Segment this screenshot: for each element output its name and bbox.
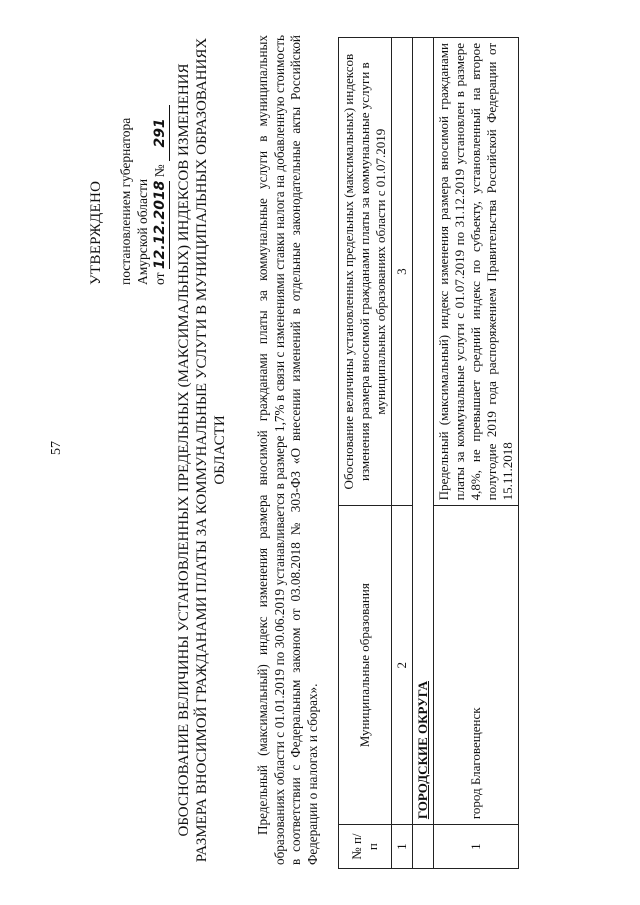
section-row — [413, 38, 434, 869]
document-title: ОБОСНОВАНИЕ ВЕЛИЧИНЫ УСТАНОВЛЕННЫХ ПРЕДЕЛЬНЫХ (МАКСИМАЛЬНЫХ) ИНДЕКСОВ ИЗМЕНЕНИЯ РАЗМЕРА ВНОСИМОЙ ГРАЖДАНАМИ ПЛАТЫ ЗА КОММУНАЛЬНЫЕ УСЛУГИ В МУНИЦИПАЛЬНЫХ ОБРАЗОВАНИЯХ ОБЛАСТИ — [176, 37, 228, 863]
row-municipality: город Благовещенск — [434, 506, 519, 825]
row-justification: Предельный (максимальный) индекс изменения размера вносимой гражданами платы за коммунальные услуги с 01.07.2019 по 31.12.2019 установлен в размере 4,8%, не превышает средний индекс по субъекту, установленный на второе полугодие 2019 года распоряжением Правительства Российской Федерации от 15.11.2018 — [434, 38, 519, 506]
approval-number: 291 — [152, 105, 170, 161]
column-number: 3 — [392, 38, 413, 506]
date-prefix: от — [152, 272, 167, 285]
row-number: 1 — [434, 825, 519, 869]
approval-line-2: Амурской области — [135, 178, 150, 285]
approval-line-1: постановлением губернатора — [118, 117, 133, 285]
header-justification: Обоснование величины установленных предельных (максимальных) индексов изменения размера вносимой гражданами платы за коммунальные услуги в муниципальных образованиях области с 01.07.2019 — [339, 38, 392, 506]
approval-date-line — [151, 55, 170, 285]
indices-table — [338, 37, 519, 869]
number-prefix: № — [152, 164, 167, 178]
table-header-row — [339, 38, 392, 869]
approval-date: 12.12.2018 — [152, 180, 168, 270]
header-municipality: Муниципальные образования — [339, 506, 392, 825]
column-number: 2 — [392, 506, 413, 825]
approval-heading: УТВЕРЖДЕНО — [88, 180, 104, 285]
page-number: 57 — [49, 441, 64, 455]
section-title: ГОРОДСКИЕ ОКРУГА — [413, 38, 434, 825]
column-number-row — [392, 38, 413, 869]
intro-paragraph: Предельный (максимальный) индекс изменения размера вносимой гражданами платы за коммунальные услуги в муниципальных образованиях области с 01.01.2019 по 30.06.2019 устанавливается в размере 1,7% в связи с изменениями ставки налога на добавленную стоимость в соответствии с Федеральным законом от 03.08.2018 № 303-ФЗ «О внесении изменений в отдельные законодательные акты Российской Федерации о налогах и сборах». — [255, 35, 320, 865]
approval-stamp — [88, 55, 170, 285]
column-number: 1 — [392, 825, 413, 869]
header-number: № п/п — [339, 825, 392, 869]
table-row — [434, 38, 519, 869]
